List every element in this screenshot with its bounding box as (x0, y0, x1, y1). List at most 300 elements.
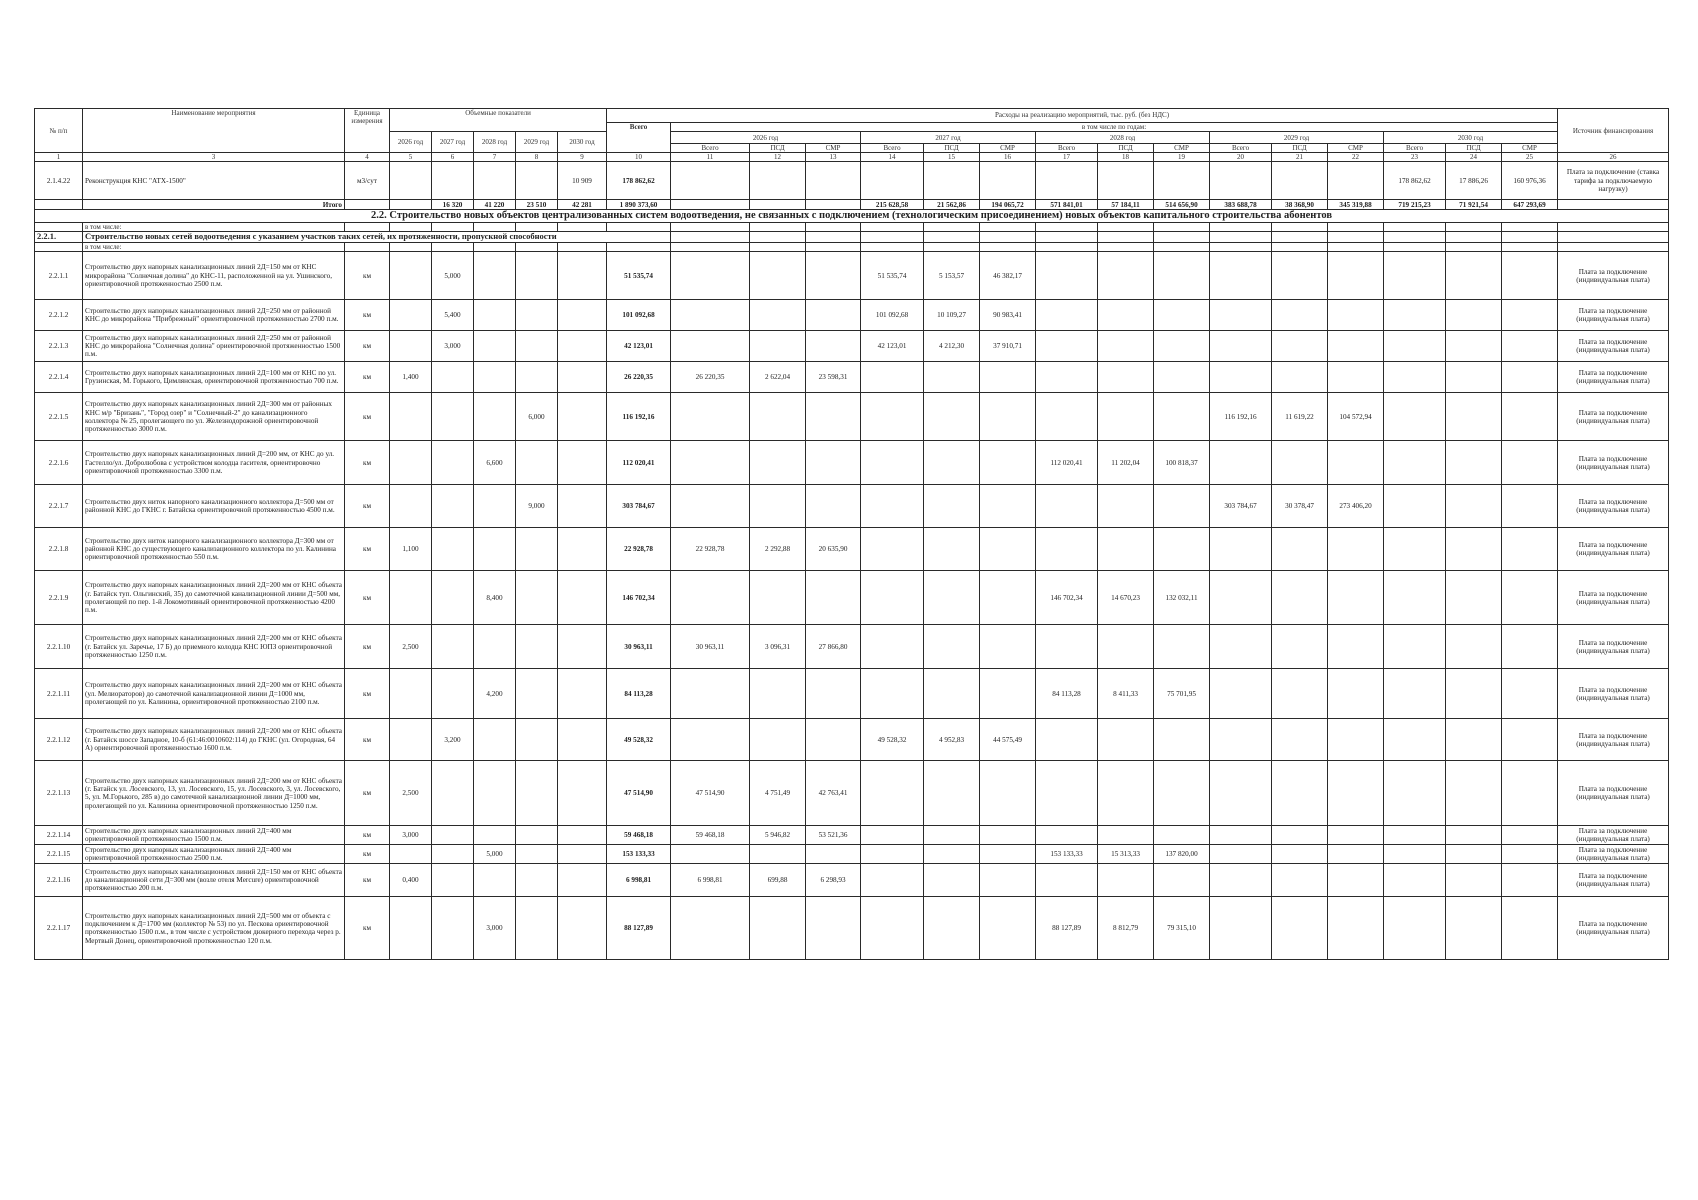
row-expense-cell: 3 096,31 (750, 625, 806, 669)
row-expense-cell (1446, 252, 1502, 300)
row-expense-cell (1098, 719, 1154, 761)
row-volume (474, 393, 516, 441)
row-expense-cell (1098, 528, 1154, 571)
column-number: 9 (558, 153, 607, 162)
row-expense-cell (1098, 864, 1154, 897)
row-expense-cell: 79 315,10 (1154, 897, 1210, 960)
row-expense-cell (1384, 845, 1446, 864)
row-total: 22 928,78 (607, 528, 671, 571)
subsection-num: 2.2.1. (35, 232, 83, 243)
row-expense-cell: 11 619,22 (1272, 393, 1328, 441)
row-volume (558, 300, 607, 331)
row-expense-cell (1502, 625, 1558, 669)
row-expense-cell (924, 669, 980, 719)
row-expense-cell (1210, 528, 1272, 571)
row-expense-cell (1446, 669, 1502, 719)
row-total: 59 468,18 (607, 826, 671, 845)
row-volume (516, 362, 558, 393)
itogo-y2027-smr: 194 065,72 (980, 200, 1036, 210)
row-expense-cell (924, 845, 980, 864)
row-expense-cell: 11 202,04 (1098, 441, 1154, 485)
row-expense-cell (1446, 528, 1502, 571)
row-unit: км (345, 761, 390, 826)
vol-year-2027: 2027 год (432, 132, 474, 153)
row-volume (516, 864, 558, 897)
row-expense-cell (671, 252, 750, 300)
table-row (35, 331, 1669, 362)
row-num: 2.2.1.13 (35, 761, 83, 826)
row-volume (390, 845, 432, 864)
row-source: Плата за подключение (индивидуальная плата) (1558, 897, 1669, 960)
row-expense-cell: 5 946,82 (750, 826, 806, 845)
row-volume (390, 719, 432, 761)
row-num: 2.2.1.15 (35, 845, 83, 864)
row-expense-cell (1328, 669, 1384, 719)
row-expense-cell: 153 133,33 (1036, 845, 1098, 864)
row-expense-cell (980, 393, 1036, 441)
column-number: 21 (1272, 153, 1328, 162)
row-expense-cell: 273 406,20 (1328, 485, 1384, 528)
column-number: 18 (1098, 153, 1154, 162)
row-expense-cell (1154, 331, 1210, 362)
table-row (35, 300, 1669, 331)
row-expense-cell (1036, 625, 1098, 669)
row-expense-cell (861, 669, 924, 719)
row-expense-cell: 4 751,49 (750, 761, 806, 826)
row-expense-cell: 4 952,83 (924, 719, 980, 761)
row-expense-cell: 303 784,67 (1210, 485, 1272, 528)
row-2-1-4-22 (35, 162, 1669, 200)
row-expense-cell (924, 485, 980, 528)
itogo-label: Итого (83, 200, 345, 210)
row-expense-cell (924, 362, 980, 393)
row-name: Строительство двух напорных канализационных линий 2Д=150 мм от КНС микрорайона "Солнечная долина" до КНС-11, расположенной на ул. Ушинского, ориентировочной протяженностью 2500 п.м. (83, 252, 345, 300)
row-expense-cell (1272, 528, 1328, 571)
row-volume (474, 826, 516, 845)
row-expense-cell: 53 521,36 (806, 826, 861, 845)
row-name: Строительство двух напорных канализационных линий 2Д=200 мм от КНС объекта (г. Батайск шоссе Западное, 10-б (61:46:0010602:114) до ГКНС (ул. Огородная, 64 А) ориентировочной протяженностью 1600 п.м. (83, 719, 345, 761)
row-expense-cell (806, 845, 861, 864)
row-volume (558, 528, 607, 571)
itogo-y2028-smr: 514 656,90 (1154, 200, 1210, 210)
itogo-v2028: 41 220 (474, 200, 516, 210)
row-expense-cell: 37 910,71 (980, 331, 1036, 362)
row-volume (474, 300, 516, 331)
row-expense-cell (1328, 441, 1384, 485)
row-expense-cell (924, 393, 980, 441)
row-volume (558, 826, 607, 845)
row-expense-cell (924, 864, 980, 897)
row-unit: км (345, 331, 390, 362)
row-expense-cell (1502, 331, 1558, 362)
row-expense-cell (750, 719, 806, 761)
row-expense-cell (1272, 669, 1328, 719)
row-expense-cell: 15 313,33 (1098, 845, 1154, 864)
row-expense-cell (1384, 897, 1446, 960)
column-number: 17 (1036, 153, 1098, 162)
row-expense-cell (1384, 331, 1446, 362)
header-expenses: Расходы на реализацию мероприятий, тыс. руб. (без НДС) (607, 109, 1558, 123)
row-expense-cell (861, 625, 924, 669)
row-expense-cell (1210, 719, 1272, 761)
row-volume (390, 571, 432, 625)
row-name: Строительство двух напорных канализационных линий 2Д=200 мм от КНС объекта (ул. Мелиораторов) до самотечной канализационной линии Д=1000 мм, пролегающей по ул. Калинина, ориентировочной протяженностью 2100 п.м. (83, 669, 345, 719)
row-volume (474, 761, 516, 826)
row-expense-cell (1098, 826, 1154, 845)
row-expense-cell (1328, 719, 1384, 761)
sub-psd: ПСД (1446, 144, 1502, 153)
row-expense-cell (1446, 331, 1502, 362)
row-expense-cell (1154, 362, 1210, 393)
row-expense-cell: 8 411,33 (1098, 669, 1154, 719)
row-expense-cell: 90 983,41 (980, 300, 1036, 331)
sub-psd: ПСД (924, 144, 980, 153)
row-expense-cell (980, 669, 1036, 719)
row-expense-cell (1098, 300, 1154, 331)
row-volume (390, 331, 432, 362)
row-name: Строительство двух напорных канализационных линий 2Д=200 мм от КНС объекта (г. Батайск ул. Заречье, 17 Б) до приемного колодца КНС ЮПЗ ориентировочной протяженностью 1250 п.м. (83, 625, 345, 669)
row-volume (516, 719, 558, 761)
column-number: 14 (861, 153, 924, 162)
row-num: 2.2.1.4 (35, 362, 83, 393)
table-row (35, 528, 1669, 571)
sub-smr: СМР (1328, 144, 1384, 153)
row-volume (516, 669, 558, 719)
row-expense-cell: 22 928,78 (671, 528, 750, 571)
row-name: Реконструкция КНС "АТХ-1500" (83, 162, 345, 200)
row-volume (432, 571, 474, 625)
row-expense-cell (924, 441, 980, 485)
row-expense-cell (1446, 300, 1502, 331)
row-expense-cell (1210, 300, 1272, 331)
row-expense-cell (806, 897, 861, 960)
row-expense-cell (1502, 362, 1558, 393)
column-number: 24 (1446, 153, 1502, 162)
exp-year-2026: 2026 год (671, 132, 861, 144)
row-name: Строительство двух напорных канализационных линий 2Д=150 мм от КНС объекта до канализационной сети Д=300 мм (возле отеля Mercure) ориентировочной протяженностью 200 п.м. (83, 864, 345, 897)
row-expense-cell (671, 393, 750, 441)
row-unit: км (345, 252, 390, 300)
row-expense-cell (1272, 826, 1328, 845)
row-expense-cell: 100 818,37 (1154, 441, 1210, 485)
row-expense-cell (1272, 897, 1328, 960)
row-expense-cell (1210, 625, 1272, 669)
row-expense-cell (1446, 625, 1502, 669)
row-expense-cell (750, 669, 806, 719)
row-total: 30 963,11 (607, 625, 671, 669)
column-number: 25 (1502, 153, 1558, 162)
row-expense-cell (1502, 528, 1558, 571)
itogo-y2030-psd: 71 921,54 (1446, 200, 1502, 210)
row-volume (390, 485, 432, 528)
row-volume: 3,000 (474, 897, 516, 960)
row-volume (474, 719, 516, 761)
row-source: Плата за подключение (индивидуальная плата) (1558, 300, 1669, 331)
row-expense-cell (1036, 331, 1098, 362)
row-expense-cell: 42 763,41 (806, 761, 861, 826)
row-volume: 5,000 (474, 845, 516, 864)
row-expense-cell (1328, 864, 1384, 897)
row-expense-cell (1210, 441, 1272, 485)
row-volume (390, 669, 432, 719)
row-expense-cell (924, 761, 980, 826)
row-volume (474, 331, 516, 362)
table-row (35, 252, 1669, 300)
row-num: 2.2.1.1 (35, 252, 83, 300)
row-expense-cell (1272, 441, 1328, 485)
row-expense-cell: 699,88 (750, 864, 806, 897)
row-expense-cell: 116 192,16 (1210, 393, 1272, 441)
row-volume (474, 252, 516, 300)
row-expense-cell (1328, 252, 1384, 300)
row-expense-cell (1098, 393, 1154, 441)
itogo-y2029-smr: 345 319,88 (1328, 200, 1384, 210)
header-source: Источник финансирования (1558, 109, 1669, 153)
row-num: 2.2.1.10 (35, 625, 83, 669)
row-volume: 6,000 (516, 393, 558, 441)
row-source: Плата за подключение (индивидуальная плата) (1558, 571, 1669, 625)
row-expense-cell (1502, 252, 1558, 300)
row-expense-cell (1446, 441, 1502, 485)
row-expense-cell: 59 468,18 (671, 826, 750, 845)
row-expense-cell: 88 127,89 (1036, 897, 1098, 960)
row-expense-cell (861, 845, 924, 864)
itogo-v2027: 16 320 (432, 200, 474, 210)
row-expense-cell: 46 382,17 (980, 252, 1036, 300)
row-volume: 9,000 (516, 485, 558, 528)
row-expense-cell: 2 622,04 (750, 362, 806, 393)
row-expense-cell (980, 441, 1036, 485)
row-expense-cell: 26 220,35 (671, 362, 750, 393)
row-expense-cell (1502, 393, 1558, 441)
row-expense-cell: 20 635,90 (806, 528, 861, 571)
row-expense-cell (1502, 441, 1558, 485)
row-volume (432, 845, 474, 864)
row-name: Строительство двух напорных канализационных линий 2Д=500 мм от объекта с подключением к Д=1700 мм (коллектор № 53) по ул. Пескова ориентировочной протяженностью 1500 п.м., в том числе с устройством дюкерного перехода через р. Мертвый Донец, ориентировочной протяженностью 120 п.м. (83, 897, 345, 960)
itogo-row (35, 200, 1669, 210)
column-number: 10 (607, 153, 671, 162)
row-expense-cell (1154, 826, 1210, 845)
sub-total: Всего (1210, 144, 1272, 153)
row-volume (432, 864, 474, 897)
row-name: Строительство двух напорных канализационных линий 2Д=400 мм ориентировочной протяженностью 1500 п.м. (83, 826, 345, 845)
row-total: 42 123,01 (607, 331, 671, 362)
row-source: Плата за подключение (индивидуальная плата) (1558, 719, 1669, 761)
header-name: Наименование мероприятия (83, 109, 345, 153)
table-row (35, 485, 1669, 528)
row-expense-cell (1446, 393, 1502, 441)
row-expense-cell: 27 866,80 (806, 625, 861, 669)
row-name: Строительство двух напорных канализационных линий 2Д=200 мм от КНС объекта (г. Батайск туп. Ольгинский, 35) до самотечной канализационной линии Д=500 мм, пролегающей по пер. 1-й Локомотивный ориентировочной протяженностью 4200 п.м. (83, 571, 345, 625)
row-expense-cell (1272, 761, 1328, 826)
row-source: Плата за подключение (индивидуальная плата) (1558, 864, 1669, 897)
column-number: 6 (432, 153, 474, 162)
table-row (35, 761, 1669, 826)
row-expense-cell (924, 571, 980, 625)
row-volume (432, 441, 474, 485)
row-expense-cell (1210, 331, 1272, 362)
row-expense-cell (1384, 625, 1446, 669)
row-expense-cell (1502, 571, 1558, 625)
row-volume (516, 300, 558, 331)
row-expense-cell: 30 378,47 (1272, 485, 1328, 528)
header-by-years: в том числе по годам: (671, 123, 1558, 132)
row-volume: 3,000 (390, 826, 432, 845)
row-volume: 3,200 (432, 719, 474, 761)
itogo-y2030-total: 719 215,23 (1384, 200, 1446, 210)
row-expense-cell (750, 571, 806, 625)
itogo-total: 1 890 373,60 (607, 200, 671, 210)
row-volume: 2,500 (390, 625, 432, 669)
row-volume (432, 669, 474, 719)
row-expense-cell (1446, 826, 1502, 845)
row-expense-cell (924, 897, 980, 960)
row-volume (432, 362, 474, 393)
row-num: 2.2.1.3 (35, 331, 83, 362)
column-number: 16 (980, 153, 1036, 162)
row-volume: 5,000 (432, 252, 474, 300)
row-expense-cell (1328, 571, 1384, 625)
row-source: Плата за подключение (индивидуальная плата) (1558, 669, 1669, 719)
row-unit: км (345, 826, 390, 845)
subsection-title: Строительство новых сетей водоотведения с указанием участков таких сетей, их протяженности, пропускной способности (83, 232, 671, 243)
row-total: 49 528,32 (607, 719, 671, 761)
row-name: Строительство двух ниток напорного канализационного коллектора Д=300 мм от районной КНС до существующего канализационного коллектора по ул. Калинина ориентировочной протяженностью 550 п.м. (83, 528, 345, 571)
table-body (35, 109, 1669, 960)
row-expense-cell (1446, 845, 1502, 864)
row-expense-cell (980, 625, 1036, 669)
column-number: 19 (1154, 153, 1210, 162)
section-title: 2.2. Строительство новых объектов централизованных систем водоотведения, не связанных с подключением (технологическим присоединением) новых объектов капитального строительства абонентов (35, 210, 1669, 223)
row-total: 47 514,90 (607, 761, 671, 826)
row-volume (390, 300, 432, 331)
row-volume (516, 845, 558, 864)
itogo-y2030-smr: 647 293,69 (1502, 200, 1558, 210)
row-expense-cell (1098, 252, 1154, 300)
row-volume (558, 719, 607, 761)
row-source: Плата за подключение (индивидуальная плата) (1558, 252, 1669, 300)
row-expense-cell (861, 897, 924, 960)
row-expense-cell (1502, 761, 1558, 826)
row-volume (432, 393, 474, 441)
header-row-1 (35, 109, 1669, 123)
row-expense-cell (861, 826, 924, 845)
column-number: 3 (83, 153, 345, 162)
row-expense-cell (671, 485, 750, 528)
row-expense-cell (750, 393, 806, 441)
row-expense-cell: 10 109,27 (924, 300, 980, 331)
row-volume (474, 362, 516, 393)
row-num: 2.2.1.5 (35, 393, 83, 441)
row-volume: 8,400 (474, 571, 516, 625)
row-expense-cell (861, 441, 924, 485)
row-expense-cell (924, 625, 980, 669)
row-expense-cell (1154, 300, 1210, 331)
row-num: 2.2.1.16 (35, 864, 83, 897)
row-volume (432, 897, 474, 960)
row-total: 84 113,28 (607, 669, 671, 719)
row-num: 2.2.1.8 (35, 528, 83, 571)
row-expense-cell (980, 845, 1036, 864)
row-expense-cell: 42 123,01 (861, 331, 924, 362)
row-expense-cell (1384, 864, 1446, 897)
row-num: 2.2.1.2 (35, 300, 83, 331)
row-expense-cell (1272, 625, 1328, 669)
row-expense-cell (806, 252, 861, 300)
column-number: 11 (671, 153, 750, 162)
row-source: Плата за подключение (индивидуальная плата) (1558, 331, 1669, 362)
row-expense-cell (750, 897, 806, 960)
sub-psd: ПСД (750, 144, 806, 153)
row-source: Плата за подключение (индивидуальная плата) (1558, 441, 1669, 485)
exp-year-2030: 2030 год (1384, 132, 1558, 144)
header-volume: Объемные показатели (390, 109, 607, 132)
row-expense-cell (1036, 252, 1098, 300)
row-expense-cell (861, 393, 924, 441)
row-expense-cell: 4 212,30 (924, 331, 980, 362)
row-expense-cell (1210, 864, 1272, 897)
row-expense-cell (806, 331, 861, 362)
table-row (35, 826, 1669, 845)
row-expense-cell (750, 845, 806, 864)
row-unit: км (345, 897, 390, 960)
row-total: 101 092,68 (607, 300, 671, 331)
row-volume (516, 528, 558, 571)
row-expense-cell (1036, 300, 1098, 331)
row-volume (432, 528, 474, 571)
itogo-y2027-total: 215 628,58 (861, 200, 924, 210)
row-volume: 2,500 (390, 761, 432, 826)
row-expense-cell: 137 820,00 (1154, 845, 1210, 864)
row-expense-cell (806, 441, 861, 485)
row-total: 88 127,89 (607, 897, 671, 960)
column-number: 20 (1210, 153, 1272, 162)
row-expense-cell (1502, 845, 1558, 864)
row-volume (558, 252, 607, 300)
row-expense-cell (980, 864, 1036, 897)
row-expense-cell (1098, 362, 1154, 393)
row-expense-cell (1384, 252, 1446, 300)
row-volume (432, 826, 474, 845)
row-expense-cell: 104 572,94 (1328, 393, 1384, 441)
incl-row-2 (35, 243, 1669, 252)
row-total: 6 998,81 (607, 864, 671, 897)
sub-total: Всего (1384, 144, 1446, 153)
row-expense-cell (1328, 528, 1384, 571)
row-unit: км (345, 719, 390, 761)
row-expense-cell (1328, 845, 1384, 864)
row-expense-cell (750, 485, 806, 528)
row-expense-cell (1154, 864, 1210, 897)
row-total: 146 702,34 (607, 571, 671, 625)
row-expense-cell (1210, 252, 1272, 300)
row-volume (390, 393, 432, 441)
vol-year-2028: 2028 год (474, 132, 516, 153)
row-expense-cell (750, 441, 806, 485)
row-expense-cell (1154, 528, 1210, 571)
row-expense-cell (806, 393, 861, 441)
row-expense-cell (1036, 719, 1098, 761)
sub-total: Всего (1036, 144, 1098, 153)
row-expense-cell: 112 020,41 (1036, 441, 1098, 485)
row-expense-cell (1446, 571, 1502, 625)
vol-2030: 10 909 (558, 162, 607, 200)
row-volume (558, 393, 607, 441)
row-expense-cell (1328, 300, 1384, 331)
row-expense-cell: 75 701,95 (1154, 669, 1210, 719)
column-number: 1 (35, 153, 83, 162)
row-expense-cell (1384, 362, 1446, 393)
